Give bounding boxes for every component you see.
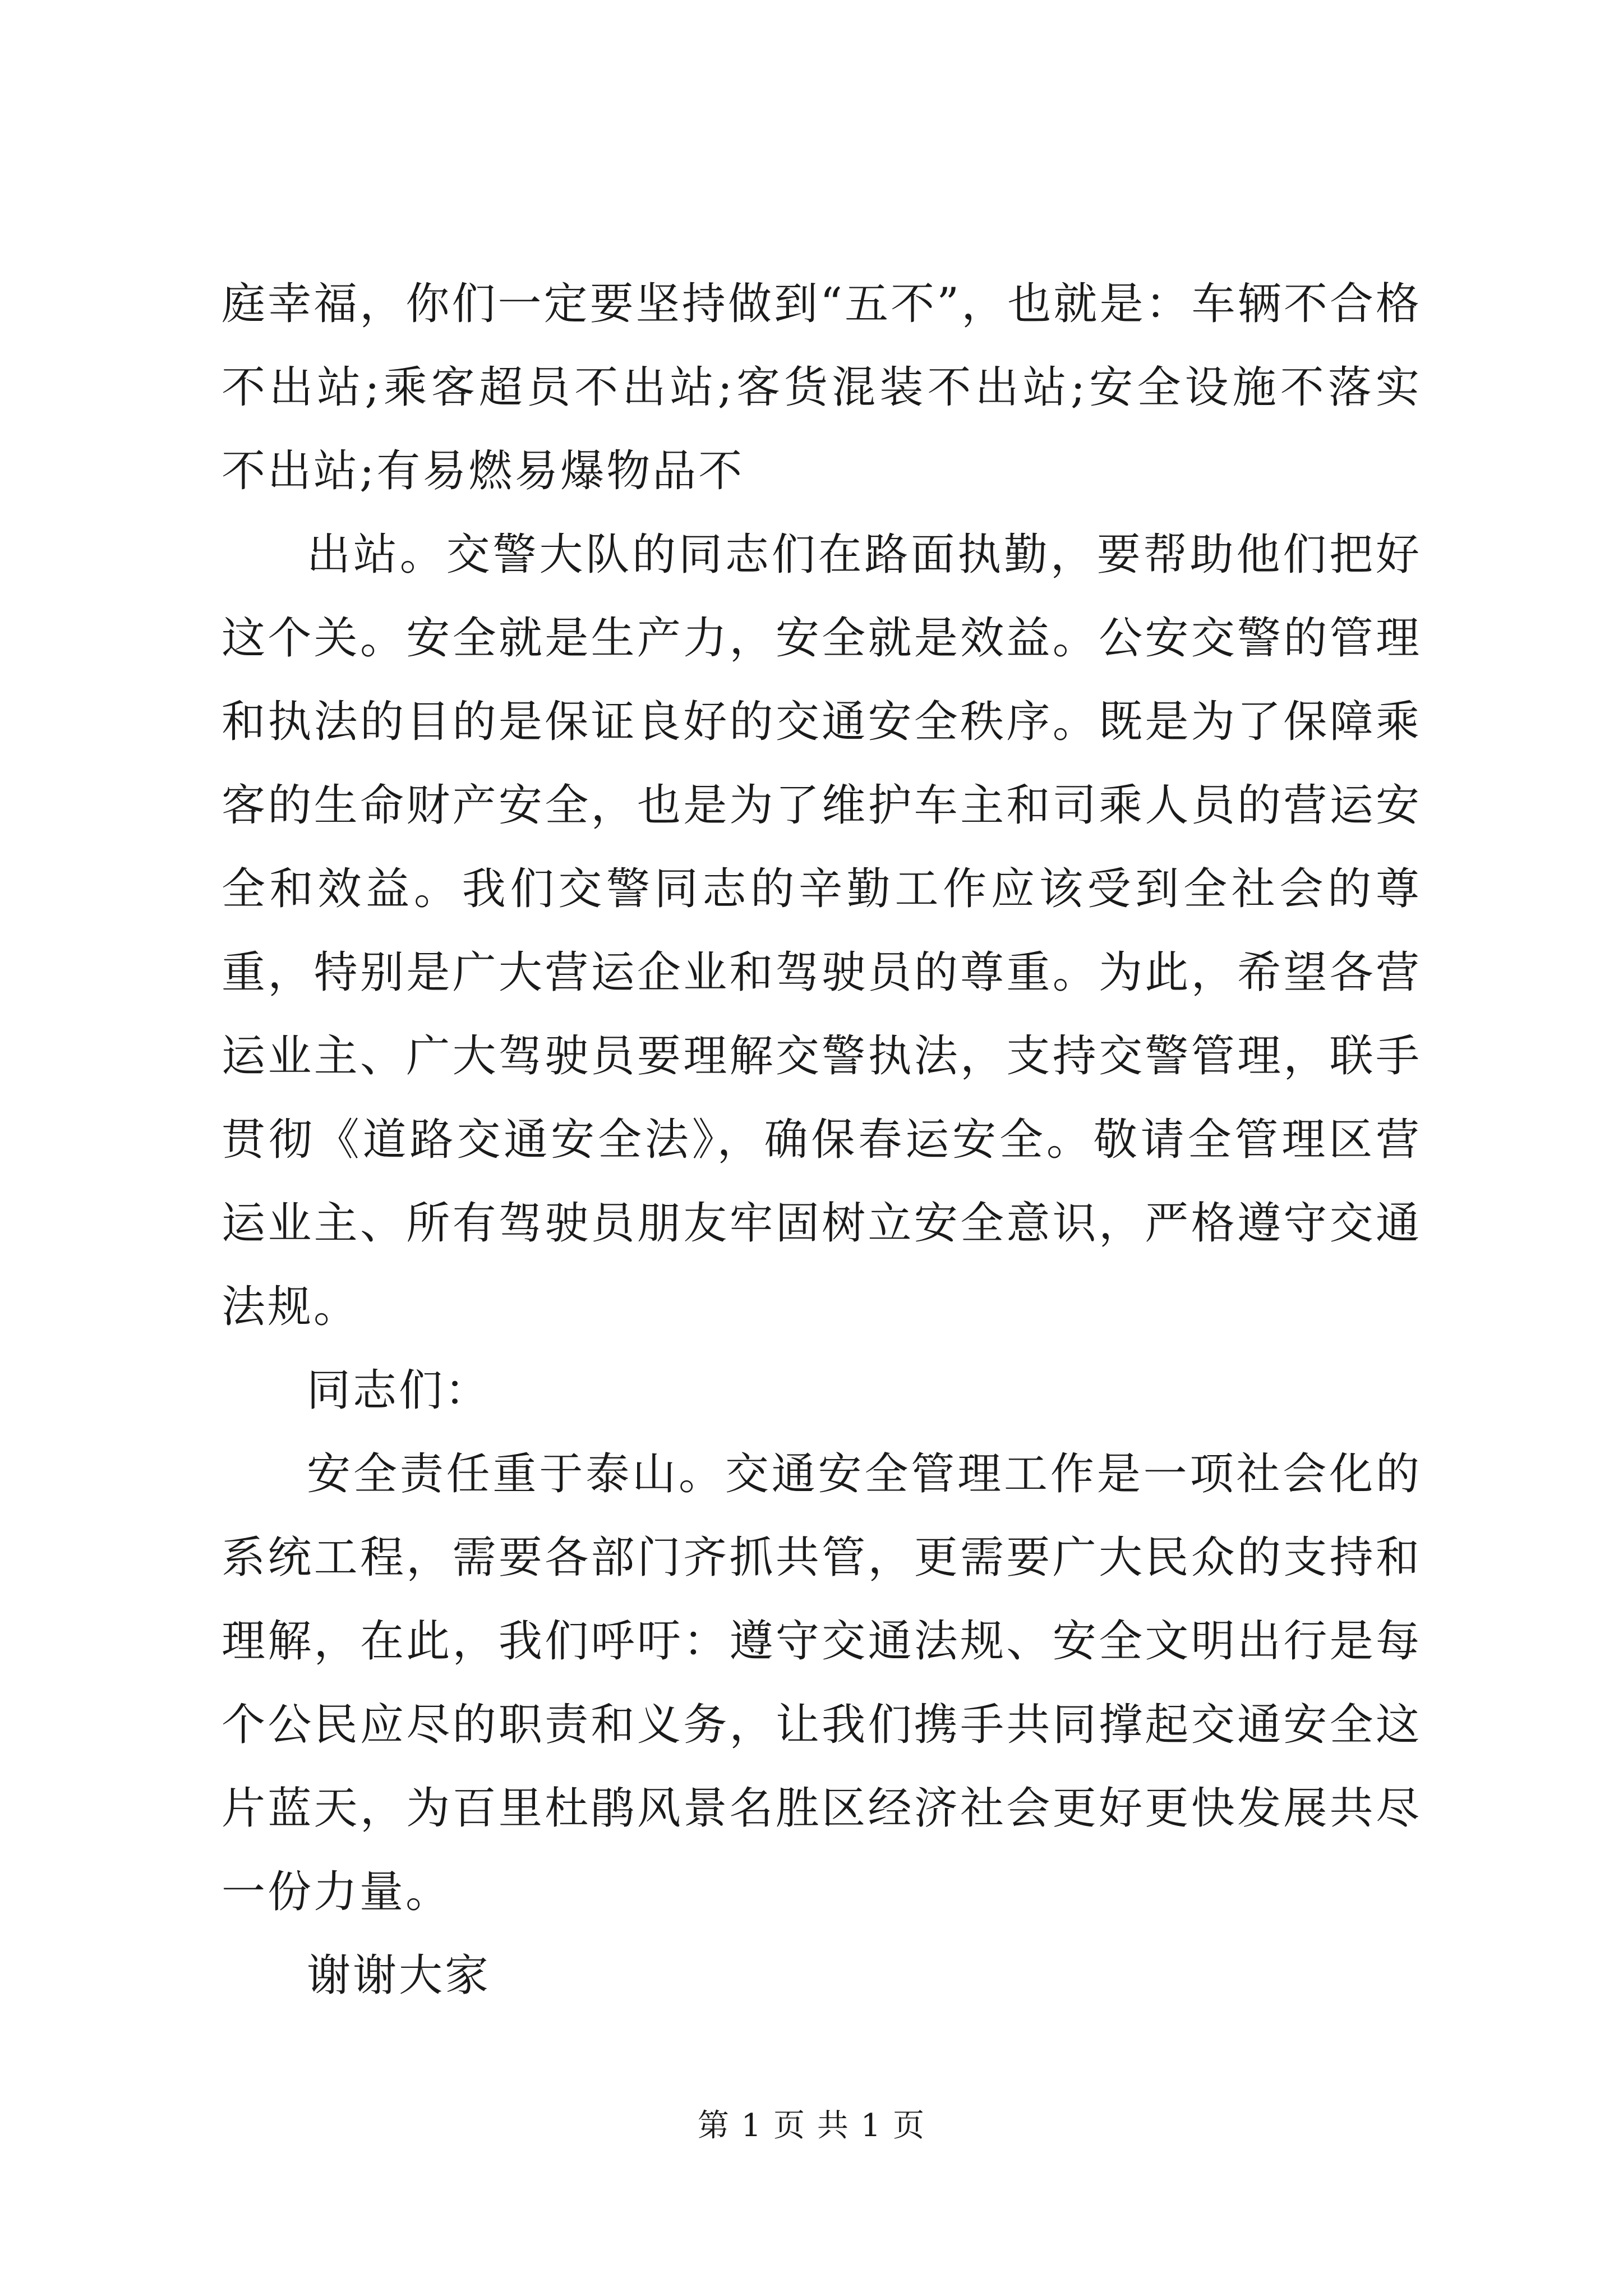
page-number-footer: 第 1 页 共 1 页 xyxy=(697,2108,926,2144)
paragraph-closing: 谢谢大家 xyxy=(307,1950,491,2001)
paragraph-salutation: 同志们： xyxy=(307,1365,491,1416)
paragraph-safety-responsibility: 安全责任重于泰山。交通安全管理工作是一项社会化的系统工程，需要各部门齐抓共管，更需要广大民众的支持和理解，在此，我们呼吁：遵守交通法规、安全文明出行是每个公民应尽的职责和义务，让我们携手共同撑起交通安全这片蓝天，为百里杜鹃风景名胜区经济社会更好更快发展共尽一份力量。 xyxy=(222,1449,1422,1917)
body-text xyxy=(222,263,1422,2018)
paragraph-continuation: 庭幸福，你们一定要坚持做到“五不”，也就是：车辆不合格不出站;乘客超员不出站;客货混装不出站;安全设施不落实不出站;有易燃易爆物品不 xyxy=(222,279,1422,496)
paragraph-traffic-police: 出站。交警大队的同志们在路面执勤，要帮助他们把好这个关。安全就是生产力，安全就是效益。公安交警的管理和执法的目的是保证良好的交通安全秩序。既是为了保障乘客的生命财产安全，也是为了维护车主和司乘人员的营运安全和效益。我们交警同志的辛勤工作应该受到全社会的尊重，特别是广大营运企业和驾驶员的尊重。为此，希望各营运业主、广大驾驶员要理解交警执法，支持交警管理，联手贯彻《道路交通安全法》，确保春运安全。敬请全管理区营运业主、所有驾驶员朋友牢固树立安全意识，严格遵守交通法规。 xyxy=(222,530,1422,1332)
